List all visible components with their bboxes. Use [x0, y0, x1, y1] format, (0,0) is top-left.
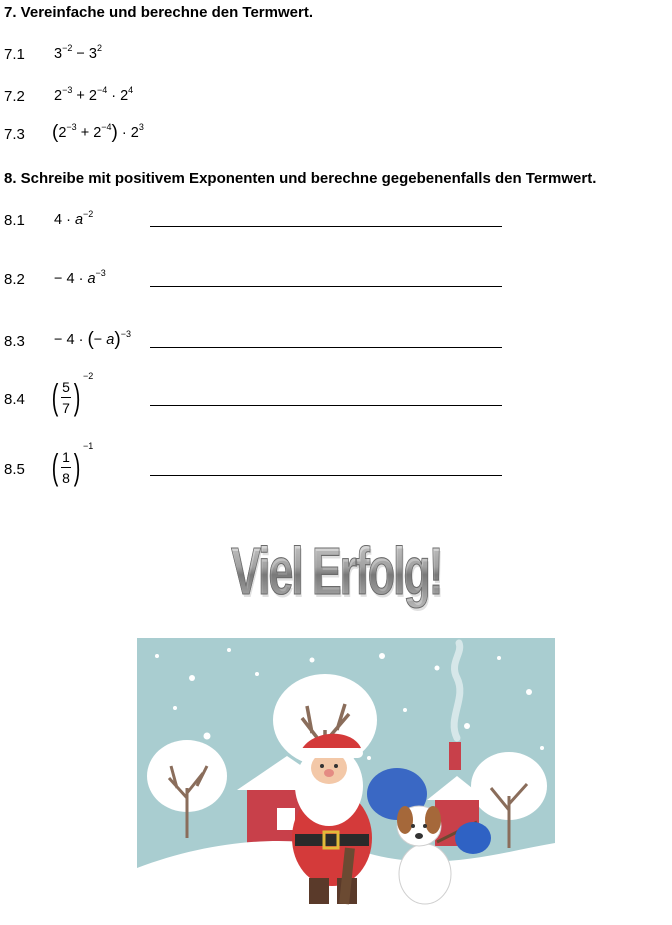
answer-line-8-5[interactable]	[150, 475, 502, 476]
item-7-1-number: 7.1	[4, 46, 25, 63]
item-8-2-number: 8.2	[4, 271, 25, 288]
item-7-3-number: 7.3	[4, 126, 25, 143]
task8-heading: 8. Schreibe mit positivem Exponenten und berechne gegebenenfalls den Termwert.	[4, 170, 597, 187]
answer-line-8-3[interactable]	[150, 347, 502, 348]
item-8-1-number: 8.1	[4, 212, 25, 229]
task7-heading: 7. Vereinfache und berechne den Termwert.	[4, 4, 313, 21]
item-7-1-expression: $3^{-2} - 3^2$	[54, 43, 102, 62]
item-8-5-number: 8.5	[4, 461, 25, 478]
item-7-3-expression: $(2^{-3} + 2^{-4}) \cdot 2^3$	[52, 122, 144, 143]
item-8-2-expression: − $4 \cdot a^{-3}$	[54, 268, 106, 287]
christmas-illustration	[137, 638, 555, 920]
item-8-4-number: 8.4	[4, 391, 25, 408]
santa-with-dog-illustration	[137, 638, 555, 920]
answer-line-8-2[interactable]	[150, 286, 502, 287]
item-8-3-number: 8.3	[4, 333, 25, 350]
answer-line-8-4[interactable]	[150, 405, 502, 406]
answer-line-8-1[interactable]	[150, 226, 502, 227]
item-8-4-expression: ( $\frac{5}{7}$ ) $^{-2}$	[51, 371, 94, 417]
closing-wordart: Viel Erfolg!	[231, 533, 442, 609]
item-7-2-number: 7.2	[4, 88, 25, 105]
item-7-2-expression: $2^{-3} + 2^{-4} \cdot 2^4$	[54, 85, 134, 104]
item-8-1-expression: $4 \cdot a^{-2}$	[54, 209, 94, 228]
item-8-5-expression: ( $\frac{1}{8}$ ) $^{-1}$	[51, 441, 94, 487]
item-8-3-expression: − 4 · (− a)$^{-3}$	[54, 329, 131, 350]
